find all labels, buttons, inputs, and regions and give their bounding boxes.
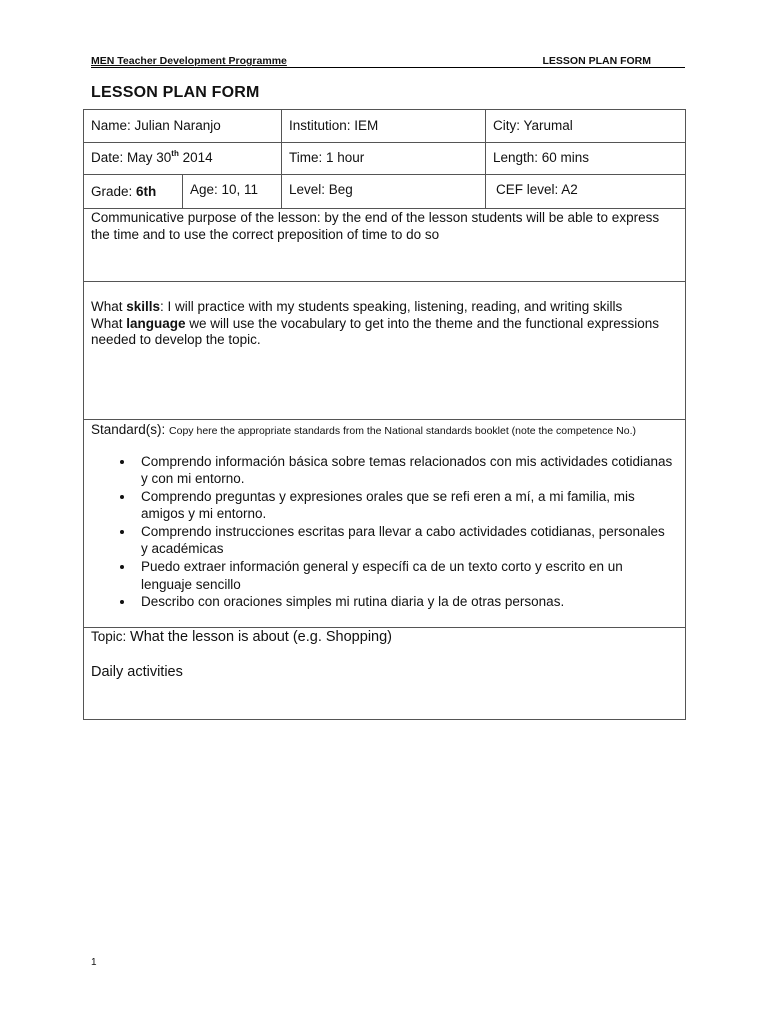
standards-label: Standard(s): <box>91 422 170 437</box>
lesson-plan-table <box>83 109 686 720</box>
row-divider <box>84 281 685 282</box>
date-text: Date: May 30 <box>91 150 172 165</box>
age: Age: 10, 11 <box>190 182 259 197</box>
institution: Institution: IEM <box>289 118 379 133</box>
programme-name: MEN Teacher Development Programme <box>91 55 287 67</box>
topic-heading <box>91 629 392 645</box>
skills-keyword: skills <box>126 299 161 314</box>
row-divider <box>84 627 685 628</box>
topic-prompt: What the lesson is about (e.g. Shopping) <box>130 629 392 645</box>
skills-section <box>91 299 677 349</box>
row-divider <box>84 174 685 175</box>
row-divider <box>84 419 685 420</box>
column-divider <box>182 174 183 208</box>
list-item: • Comprendo información básica sobre temas relacionados con mis actividades cotidianas y con mi entorno. <box>135 453 675 488</box>
column-divider <box>281 110 282 208</box>
language-keyword: language <box>126 315 186 331</box>
skills-text: : I will practice with my students speaking, listening, reading, and writing skills <box>160 299 623 314</box>
skills-what: What <box>91 299 127 314</box>
date-suffix: th <box>171 149 179 158</box>
communicative-purpose: Communicative purpose of the lesson: by the end of the lesson students will be able to express the time and to use the correct preposition of time to do so <box>91 210 660 242</box>
list-item: • Puedo extraer información general y específi ca de un texto corto y escrito en un lenguaje sencillo <box>135 558 675 593</box>
city: City: Yarumal <box>493 118 573 133</box>
cef-level: CEF level: A2 <box>496 182 578 197</box>
list-item: • Comprendo preguntas y expresiones orales que se refi eren a mí, a mi familia, mis amigos y mi entorno. <box>135 488 675 523</box>
grade-label: Grade: <box>91 184 137 199</box>
lesson-date <box>91 150 213 165</box>
list-item: • Comprendo instrucciones escritas para llevar a cabo actividades cotidianas, personales y académicas <box>135 523 675 558</box>
standards-instruction: Copy here the appropriate standards from the National standards booklet (note the competence No.) <box>169 425 636 437</box>
standards-heading <box>91 422 677 440</box>
lesson-length: Length: 60 mins <box>493 150 590 165</box>
page-header <box>91 55 685 68</box>
topic-value: Daily activities <box>91 664 183 680</box>
grade <box>91 184 156 199</box>
level: Level: Beg <box>289 182 353 197</box>
row-divider <box>84 142 685 143</box>
column-divider <box>485 110 486 208</box>
date-year: 2014 <box>178 150 213 165</box>
grade-value: 6th <box>136 184 157 199</box>
language-what: What <box>91 315 127 331</box>
header-form-name: LESSON PLAN FORM <box>542 55 651 67</box>
page-number: 1 <box>91 957 97 968</box>
lesson-time: Time: 1 hour <box>289 150 365 165</box>
standards-list <box>91 453 675 611</box>
topic-label: Topic: <box>91 629 131 644</box>
teacher-name: Name: Julian Naranjo <box>91 118 221 133</box>
row-divider <box>84 208 685 209</box>
form-title: LESSON PLAN FORM <box>91 84 260 101</box>
list-item: • Describo con oraciones simples mi rutina diaria y la de otras personas. <box>135 593 675 610</box>
language-text: we will use the vocabulary to get into the theme and the functional expressions needed to develop the topic. <box>91 315 660 347</box>
